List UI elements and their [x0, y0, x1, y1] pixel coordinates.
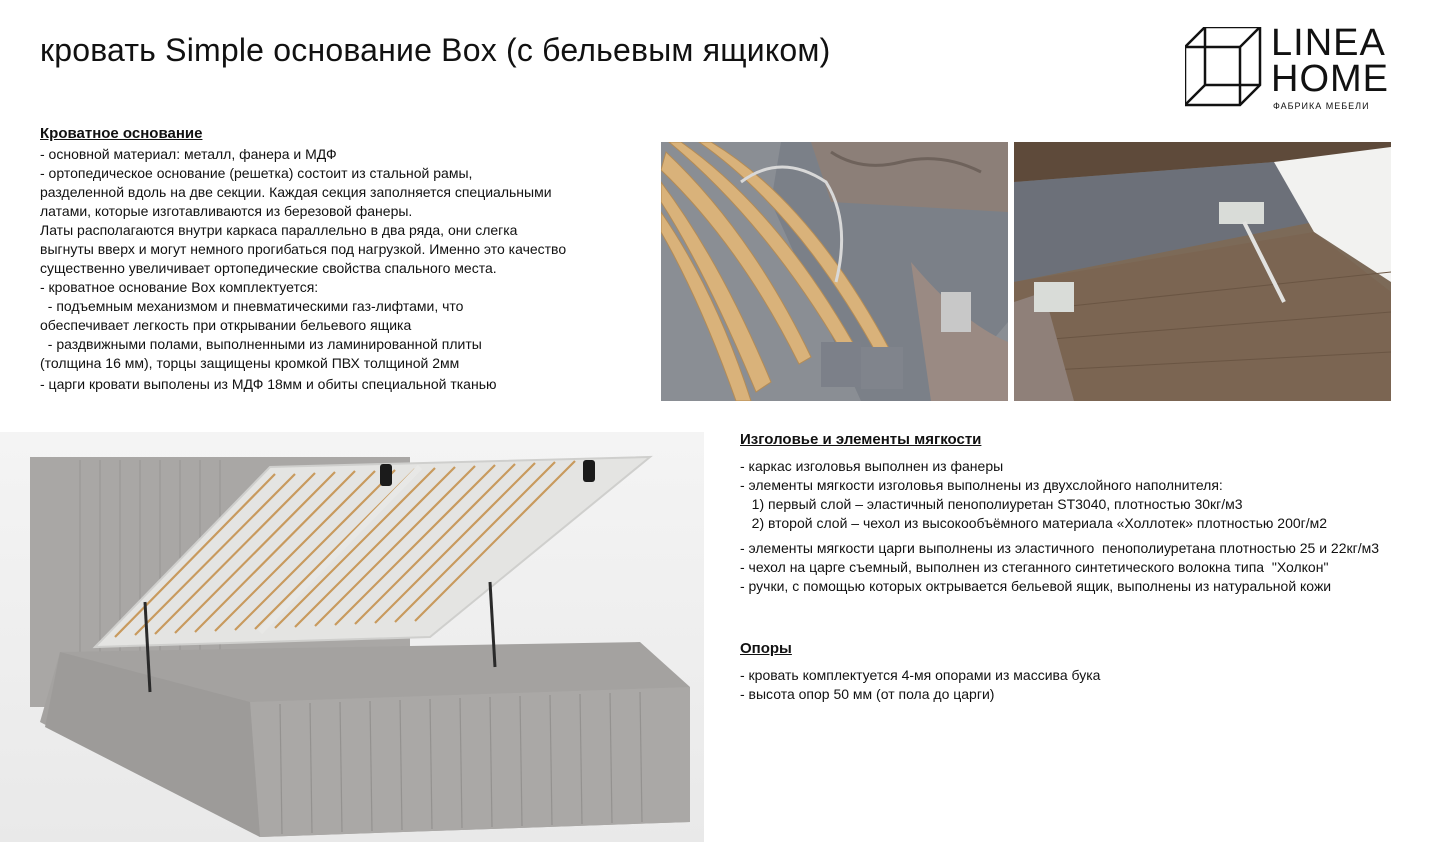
section-heading: Кроватное основание [40, 125, 203, 142]
text-line: - каркас изголовья выполнен из фанеры [740, 458, 1004, 474]
text-line: латами, которые изготавливаются из березовой фанеры. [40, 203, 413, 219]
text-line: - подъемным механизмом и пневматическими газ-лифтами, что [40, 298, 464, 314]
text-line: - раздвижными полами, выполненными из ламинированной плиты [40, 336, 482, 352]
text-line: - кровать комплектуется 4-мя опорами из массива бука [740, 667, 1101, 683]
text-line: - чехол на царге съемный, выполнен из стеганного синтетического волокна типа "Холкон" [740, 559, 1329, 575]
page-title: кровать Simple основание Box (с бельевым ящиком) [40, 32, 831, 68]
logo-line2: HOME [1271, 58, 1389, 100]
text-line: - элементы мягкости царги выполнены из эластичного пенополиуретана плотностью 25 и 22кг/м3 [740, 540, 1380, 556]
section-supports [740, 639, 1440, 704]
section-heading: Опоры [740, 640, 792, 657]
logo-subtitle: ФАБРИКА МЕБЕЛИ [1273, 101, 1370, 111]
storage-box-photo [1014, 142, 1391, 401]
text-line: 1) первый слой – эластичный пенополиуретан ST3040, плотностью 30кг/м3 [740, 496, 1243, 512]
logo-wordmark [1271, 22, 1389, 100]
bed-render [0, 432, 704, 842]
brand-logo [1185, 22, 1395, 115]
text-line: разделенной вдоль на две секции. Каждая секция заполняется специальными [40, 184, 552, 200]
section-base [40, 124, 640, 394]
text-line: - основной материал: металл, фанера и МДФ [40, 146, 337, 162]
text-line: - элементы мягкости изголовья выполнены из двухслойного наполнителя: [740, 477, 1223, 493]
text-line: обеспечивает легкость при открывании бельевого ящика [40, 317, 412, 333]
text-line: - ортопедическое основание (решетка) состоит из стальной рамы, [40, 165, 473, 181]
cube-logo-icon [1185, 27, 1265, 107]
section-headboard [740, 430, 1440, 596]
text-line: существенно увеличивает ортопедические свойства спального места. [40, 260, 497, 276]
text-line: - царги кровати выполены из МДФ 18мм и обиты специальной тканью [40, 376, 497, 392]
text-line: - кроватное основание Box комплектуется: [40, 279, 319, 295]
logo-line1: LINEA [1271, 22, 1386, 64]
text-line: выгнуты вверх и могут немного прогибаться под нагрузкой. Именно это качество [40, 241, 567, 257]
slats-photo [661, 142, 1008, 401]
text-line: - ручки, с помощью которых октрывается бельевой ящик, выполнены из натуральной кожи [740, 578, 1332, 594]
text-line: 2) второй слой – чехол из высокообъёмного материала «Холлотек» плотностью 200г/м2 [740, 515, 1328, 531]
text-line: (толщина 16 мм), торцы защищены кромкой ПВХ толщиной 2мм [40, 355, 460, 371]
text-line: Латы располагаются внутри каркаса параллельно в два ряда, они слегка [40, 222, 518, 238]
text-line: - высота опор 50 мм (от пола до царги) [740, 686, 995, 702]
section-heading: Изголовье и элементы мягкости [740, 431, 982, 448]
